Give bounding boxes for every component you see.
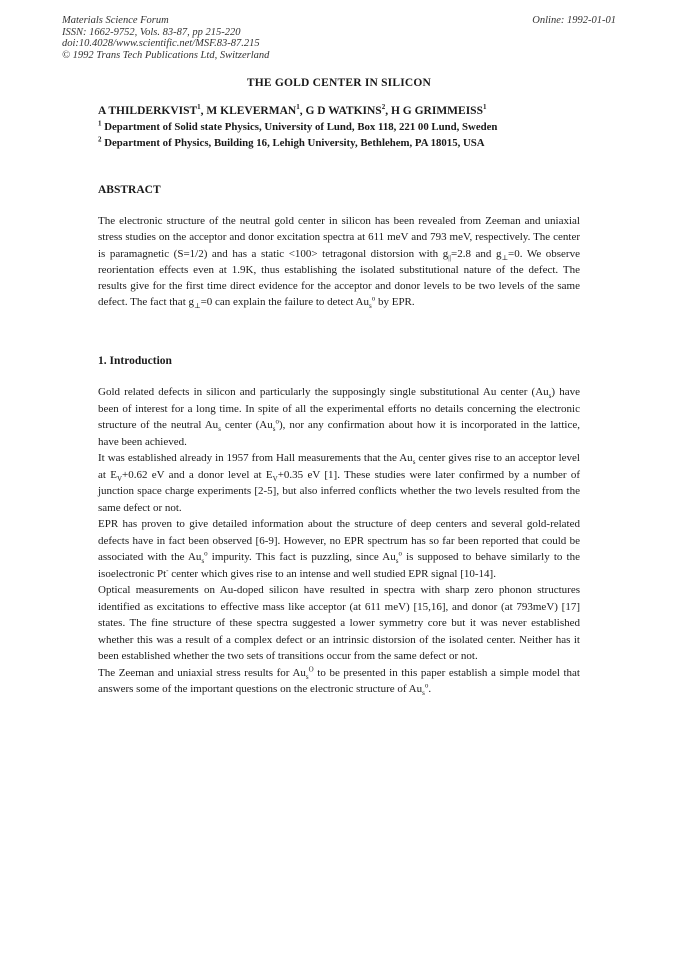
text-run: ) have been of interest for a long time. In spite of all the experimental efforts no details concerning the electronic structure of the neutral Au xyxy=(98,386,580,431)
affiliation-1 xyxy=(98,121,497,133)
issn-line: ISSN: 1662-9752, Vols. 83-87, pp 215-220 xyxy=(62,26,241,38)
subscript: ⊥ xyxy=(501,253,509,262)
affiliation-text: Department of Physics, Building 16, Lehigh University, Bethlehem, PA 18015, USA xyxy=(104,137,485,149)
affiliation-marker: 1 xyxy=(296,103,300,112)
text-run: . xyxy=(428,683,432,695)
intro-paragraph-4 xyxy=(98,582,580,665)
subscript: s xyxy=(368,302,372,311)
text-run: =0 can explain the failure to detect Au xyxy=(200,296,369,309)
text-run: EPR has proven to give detailed information about the structure of deep centers and several gold-related defects have in fact been observed [6-9]. However, no EPR spectrum has so far been reported that could be associated with the Au xyxy=(98,518,580,563)
subscript: s xyxy=(305,672,309,681)
text-run: =2.8 and g xyxy=(451,247,502,260)
subscript: s xyxy=(272,425,276,434)
journal-name: Materials Science Forum xyxy=(62,15,169,26)
text-run: The Zeeman and uniaxial stress results for Au xyxy=(98,666,306,679)
abstract-paragraph xyxy=(98,213,580,311)
affiliation-marker: 1 xyxy=(482,103,487,112)
superscript: o xyxy=(275,417,279,426)
online-date: Online: 1992-01-01 xyxy=(532,15,616,26)
author-list xyxy=(98,105,486,117)
superscript: O xyxy=(308,664,314,673)
subscript: V xyxy=(116,474,123,483)
text-run: ), nor any confirmation about how it is incorporated in the lattice, have been achieved. xyxy=(98,419,580,448)
text-run: The electronic structure of the neutral gold center in silicon has been revealed from Zeeman and uniaxial stress studies on the acceptor and donor excitation spectra at 611 meV and 793 meV, respectively. The center is paramagnetic (S=1/2) and has a static <100> tetragonal distorsion with g xyxy=(98,215,580,260)
affiliation-marker: 2 xyxy=(381,103,386,112)
affiliation-text: Department of Solid state Physics, University of Lund, Box 118, 221 00 Lund, Sweden xyxy=(104,121,498,133)
text-run: center gives rise to an acceptor level at E xyxy=(98,452,580,481)
paper-title: THE GOLD CENTER IN SILICON xyxy=(246,77,432,89)
superscript: o xyxy=(398,549,402,558)
abstract-body xyxy=(98,213,580,311)
author-name: , G D WATKINS xyxy=(299,105,382,117)
text-run: by EPR. xyxy=(375,296,415,309)
subscript: s xyxy=(422,689,425,698)
subscript: || xyxy=(448,253,452,262)
intro-paragraph-1 xyxy=(98,384,580,450)
copyright-line: © 1992 Trans Tech Publications Ltd, Switzerland xyxy=(62,49,270,61)
affiliation-2 xyxy=(98,137,485,149)
affiliation-number: 1 xyxy=(98,119,102,128)
text-run: center (Au xyxy=(220,419,273,431)
superscript: o xyxy=(204,549,208,558)
text-run: to be presented in this paper establish a simple model that answers some of the important questions on the electronic structure of Au xyxy=(98,666,580,695)
subscript: s xyxy=(201,557,205,566)
introduction-body xyxy=(98,384,580,698)
affiliation-marker: 1 xyxy=(197,103,201,112)
abstract-heading: ABSTRACT xyxy=(98,184,161,196)
text-run: =0. We observe reorientation effects even at 1.9K, thus establishing the isolated substitutional nature of the defect. The results give for the first time direct evidence for the acceptor and donor levels to be two levels of the same defect. The fact that g xyxy=(98,247,580,309)
affiliation-number: 2 xyxy=(98,135,102,144)
intro-paragraph-2 xyxy=(98,450,580,516)
intro-paragraph-3 xyxy=(98,516,580,582)
superscript: - xyxy=(166,565,169,574)
author-name: , H G GRIMMEISS xyxy=(385,105,483,117)
doi-line: doi:10.4028/www.scientific.net/MSF.83-87.215 xyxy=(62,38,260,49)
text-run: +0.62 eV and a donor level at E xyxy=(122,468,273,481)
text-run: is supposed to behave similarly to the isoelectronic Pt xyxy=(98,551,580,580)
subscript: s xyxy=(395,557,399,566)
author-name: , M KLEVERMAN xyxy=(200,105,297,117)
text-run: It was established already in 1957 from Hall measurements that the Au xyxy=(98,452,413,464)
section-heading-introduction: 1. Introduction xyxy=(98,355,172,367)
subscript: V xyxy=(272,474,278,483)
subscript: s xyxy=(218,425,221,434)
subscript: s xyxy=(548,392,552,401)
intro-paragraph-5 xyxy=(98,665,580,698)
superscript: o xyxy=(371,294,376,303)
text-run: Optical measurements on Au-doped silicon have resulted in spectra with sharp zero phonon structures identified as excitations to effective mass like acceptor (at 611 meV) [15,16], and donor (at 793meV) [17] states. The fine structure of these spectra suggested a lower symmetry core but it was never established whether this was a result of a complex defect or an intrinsic distorsion of the isolated center. Neither has it been established whether the two sets of transitions occur from the same defect or not. xyxy=(98,584,580,662)
subscript: s xyxy=(412,458,416,467)
text-run: +0.35 eV [1]. These studies were later confirmed by a number of junction space charge experiments [2-5], but also inferred conflicts whether the two levels resulted from the same defect or not. xyxy=(98,468,580,514)
publication-metadata xyxy=(62,15,269,61)
subscript: ⊥ xyxy=(194,302,201,311)
text-run: impurity. This fact is puzzling, since Au xyxy=(207,551,396,563)
author-name: A THILDERKVIST xyxy=(98,105,198,117)
text-run: center which gives rise to an intense and well studied EPR signal [10-14]. xyxy=(168,567,496,580)
superscript: o xyxy=(424,681,429,690)
text-run: Gold related defects in silicon and particularly the supposingly single substitutional Au center (Au xyxy=(98,386,549,398)
